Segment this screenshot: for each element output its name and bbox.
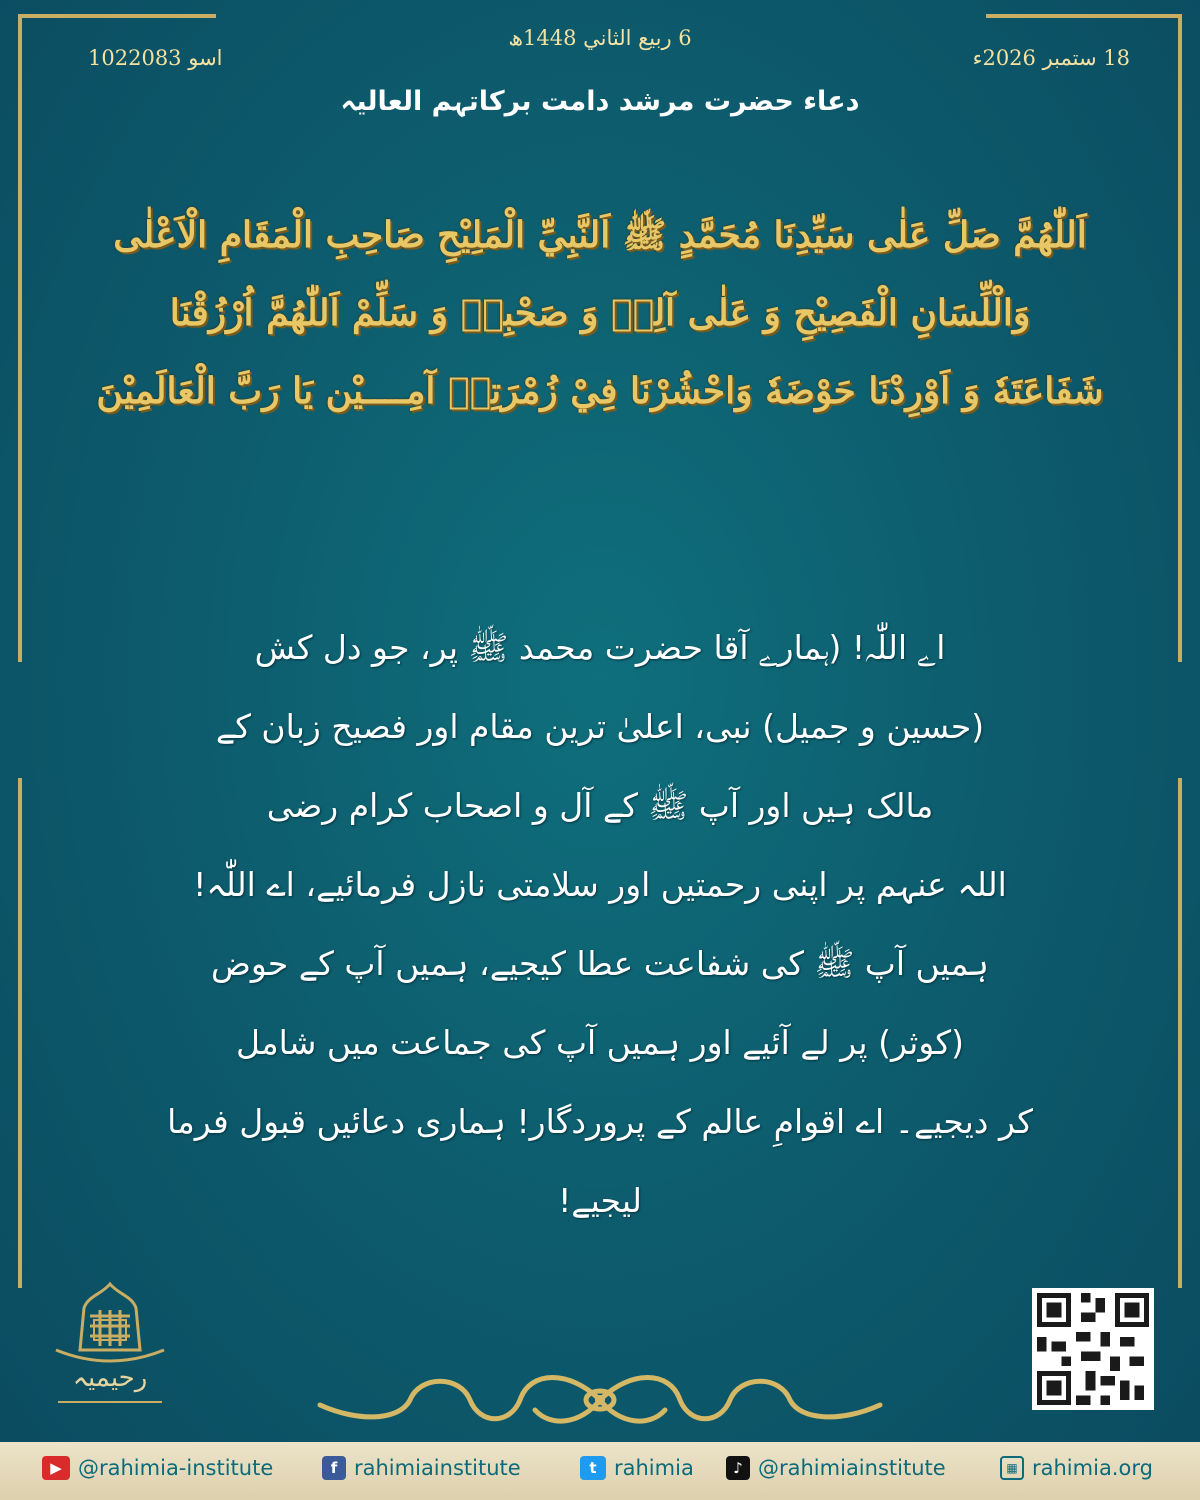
tiktok-handle: @rahimiainstitute [758,1456,946,1480]
arabic-line: اَللّٰهُمَّ صَلِّ عَلٰى سَيِّدِنَا مُحَمَّدٍ ﷺ اَلنَّبِيِّ الْمَلِيْحِ صَاحِبِ الْمَقَامِ الْاَعْلٰى [113,214,1087,256]
youtube-link[interactable] [42,1456,273,1480]
hijri-date: 6 ربيع الثاني 1448ھ [508,26,692,50]
twitter-icon: t [580,1456,606,1480]
ornament-divider [300,1365,900,1435]
qr-code-icon[interactable] [1032,1288,1154,1410]
gregorian-date: 18 ستمبر 2026ء [972,46,1130,70]
urdu-line: اے اللّٰہ! (ہمارے آقا حضرت محمد ﷺ پر، جو دل کش [254,628,946,667]
frame-top-right [986,14,1182,18]
rahimia-logo-icon [40,1280,180,1430]
facebook-icon: f [322,1456,346,1480]
website-link[interactable] [1000,1456,1153,1480]
tiktok-icon: ♪ [726,1456,750,1480]
website-url: rahimia.org [1032,1456,1153,1480]
arabic-line: وَالْلِّسَانِ الْفَصِيْحِ وَ عَلٰى آلِهٖ وَ صَحْبِهٖ وَ سَلِّمْ اَللّٰهُمَّ اُرْزُقْنَا [169,292,1031,334]
desi-date: 102اسو 2083 [88,46,223,70]
arabic-dua [70,196,1130,430]
urdu-line: لیجیے! [558,1181,642,1220]
twitter-link[interactable] [580,1456,694,1480]
urdu-line: کر دیجیے۔ اے اقوامِ عالم کے پروردگار! ہماری دعائیں قبول فرما [167,1102,1033,1141]
tiktok-link[interactable] [726,1456,946,1480]
youtube-handle: @rahimia-institute [78,1456,274,1480]
svg-text:رحیمیہ: رحیمیہ [72,1363,148,1393]
page-title: دعاء حضرت مرشد دامت برکاتہم العالیہ [340,86,860,117]
frame-top-left [20,14,216,18]
urdu-line: (کوثر) پر لے آئیے اور ہمیں آپ کی جماعت میں شامل [236,1023,964,1062]
facebook-link[interactable] [322,1456,521,1480]
urdu-line: اللہ عنہم پر اپنی رحمتیں اور سلامتی نازل فرمائیے، اے اللّٰہ! [193,865,1007,904]
twitter-handle: rahimia [614,1456,694,1480]
website-icon: ▦ [1000,1456,1024,1480]
frame-left-lower [18,778,22,1288]
youtube-icon: ▶ [42,1456,70,1480]
footer-bar [0,1442,1200,1500]
arabic-line: شَفَاعَتَهٗ وَ اَوْرِدْنَا حَوْضَهٗ وَاحْشُرْنَا فِيْ زُمْرَتِهٖ آمِــــيْن يَا رَبَّ الْعَالَمِيْنَ [96,370,1104,412]
urdu-line: ہمیں آپ ﷺ کی شفاعت عطا کیجیے، ہمیں آپ کے حوض [210,944,990,983]
urdu-translation [150,608,1050,1240]
facebook-handle: rahimiainstitute [354,1456,521,1480]
urdu-line: مالک ہیں اور آپ ﷺ کے آل و اصحاب کرام رضی [266,786,934,825]
urdu-line: (حسین و جمیل) نبی، اعلیٰ ترین مقام اور فصیح زبان کے [215,707,985,746]
frame-right-lower [1178,778,1182,1288]
